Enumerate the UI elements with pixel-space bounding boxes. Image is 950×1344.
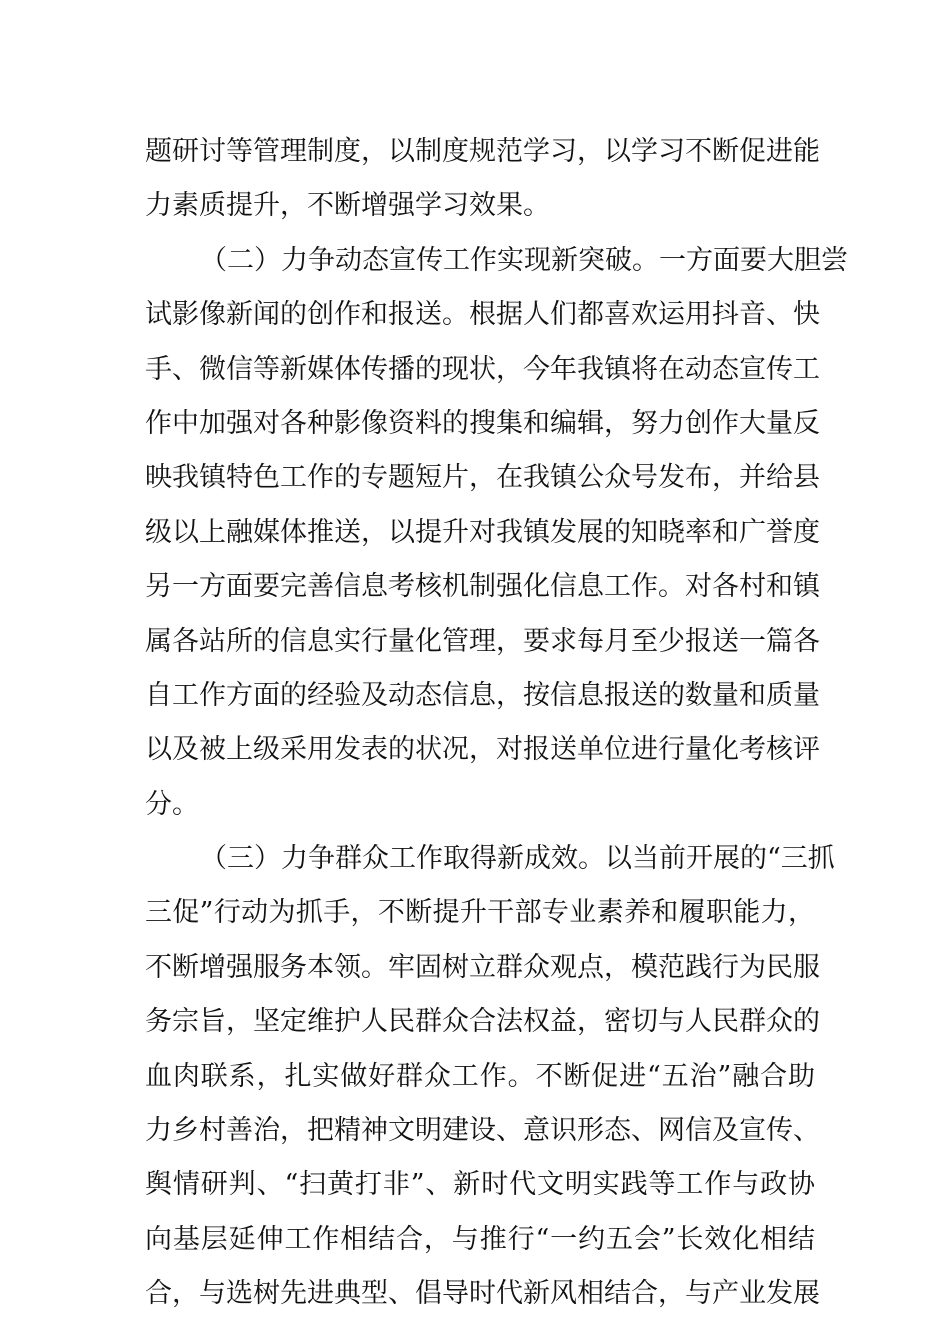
text-line: 三促”行动为抓手，不断提升干部专业素养和履职能力， bbox=[145, 897, 815, 929]
text-line: 自工作方面的经验及动态信息，按信息报送的数量和质量 bbox=[145, 679, 820, 711]
text-line: 作中加强对各种影像资料的搜集和编辑，努力创作大量反 bbox=[145, 407, 820, 439]
text-line: 手、微信等新媒体传播的现状，今年我镇将在动态宣传工 bbox=[145, 353, 820, 385]
text-line: 试影像新闻的创作和报送。根据人们都喜欢运用抖音、快 bbox=[145, 299, 820, 331]
text-line: 不断增强服务本领。牢固树立群众观点，模范践行为民服 bbox=[145, 951, 820, 983]
text-line: 另一方面要完善信息考核机制强化信息工作。对各村和镇 bbox=[145, 571, 820, 603]
paragraph-first-line: （三）力争群众工作取得新成效。以当前开展的“三抓 bbox=[200, 843, 835, 875]
text-line: 舆情研判、“扫黄打非”、新时代文明实践等工作与政协 bbox=[145, 1169, 815, 1201]
text-line: 合，与选树先进典型、倡导时代新风相结合，与产业发展 bbox=[145, 1278, 820, 1310]
text-line: 属各站所的信息实行量化管理，要求每月至少报送一篇各 bbox=[145, 625, 820, 657]
text-line: 务宗旨，坚定维护人民群众合法权益，密切与人民群众的 bbox=[145, 1006, 820, 1038]
text-line: 向基层延伸工作相结合，与推行“一约五会”长效化相结 bbox=[145, 1223, 815, 1255]
text-line: 分。 bbox=[145, 788, 199, 820]
text-line: 级以上融媒体推送，以提升对我镇发展的知晓率和广誉度 bbox=[145, 516, 820, 548]
text-line: 力素质提升，不断增强学习效果。 bbox=[145, 190, 550, 222]
paragraph-first-line: （二）力争动态宣传工作实现新突破。一方面要大胆尝 bbox=[200, 244, 848, 276]
text-line: 血肉联系，扎实做好群众工作。不断促进“五治”融合助 bbox=[145, 1060, 815, 1092]
body-text bbox=[145, 125, 848, 1322]
text-line: 映我镇特色工作的专题短片，在我镇公众号发布，并给县 bbox=[145, 462, 820, 494]
text-line: 力乡村善治，把精神文明建设、意识形态、网信及宣传、 bbox=[145, 1115, 820, 1147]
text-line: 以及被上级采用发表的状况，对报送单位进行量化考核评 bbox=[145, 734, 820, 766]
text-line: 题研讨等管理制度，以制度规范学习，以学习不断促进能 bbox=[145, 136, 820, 167]
